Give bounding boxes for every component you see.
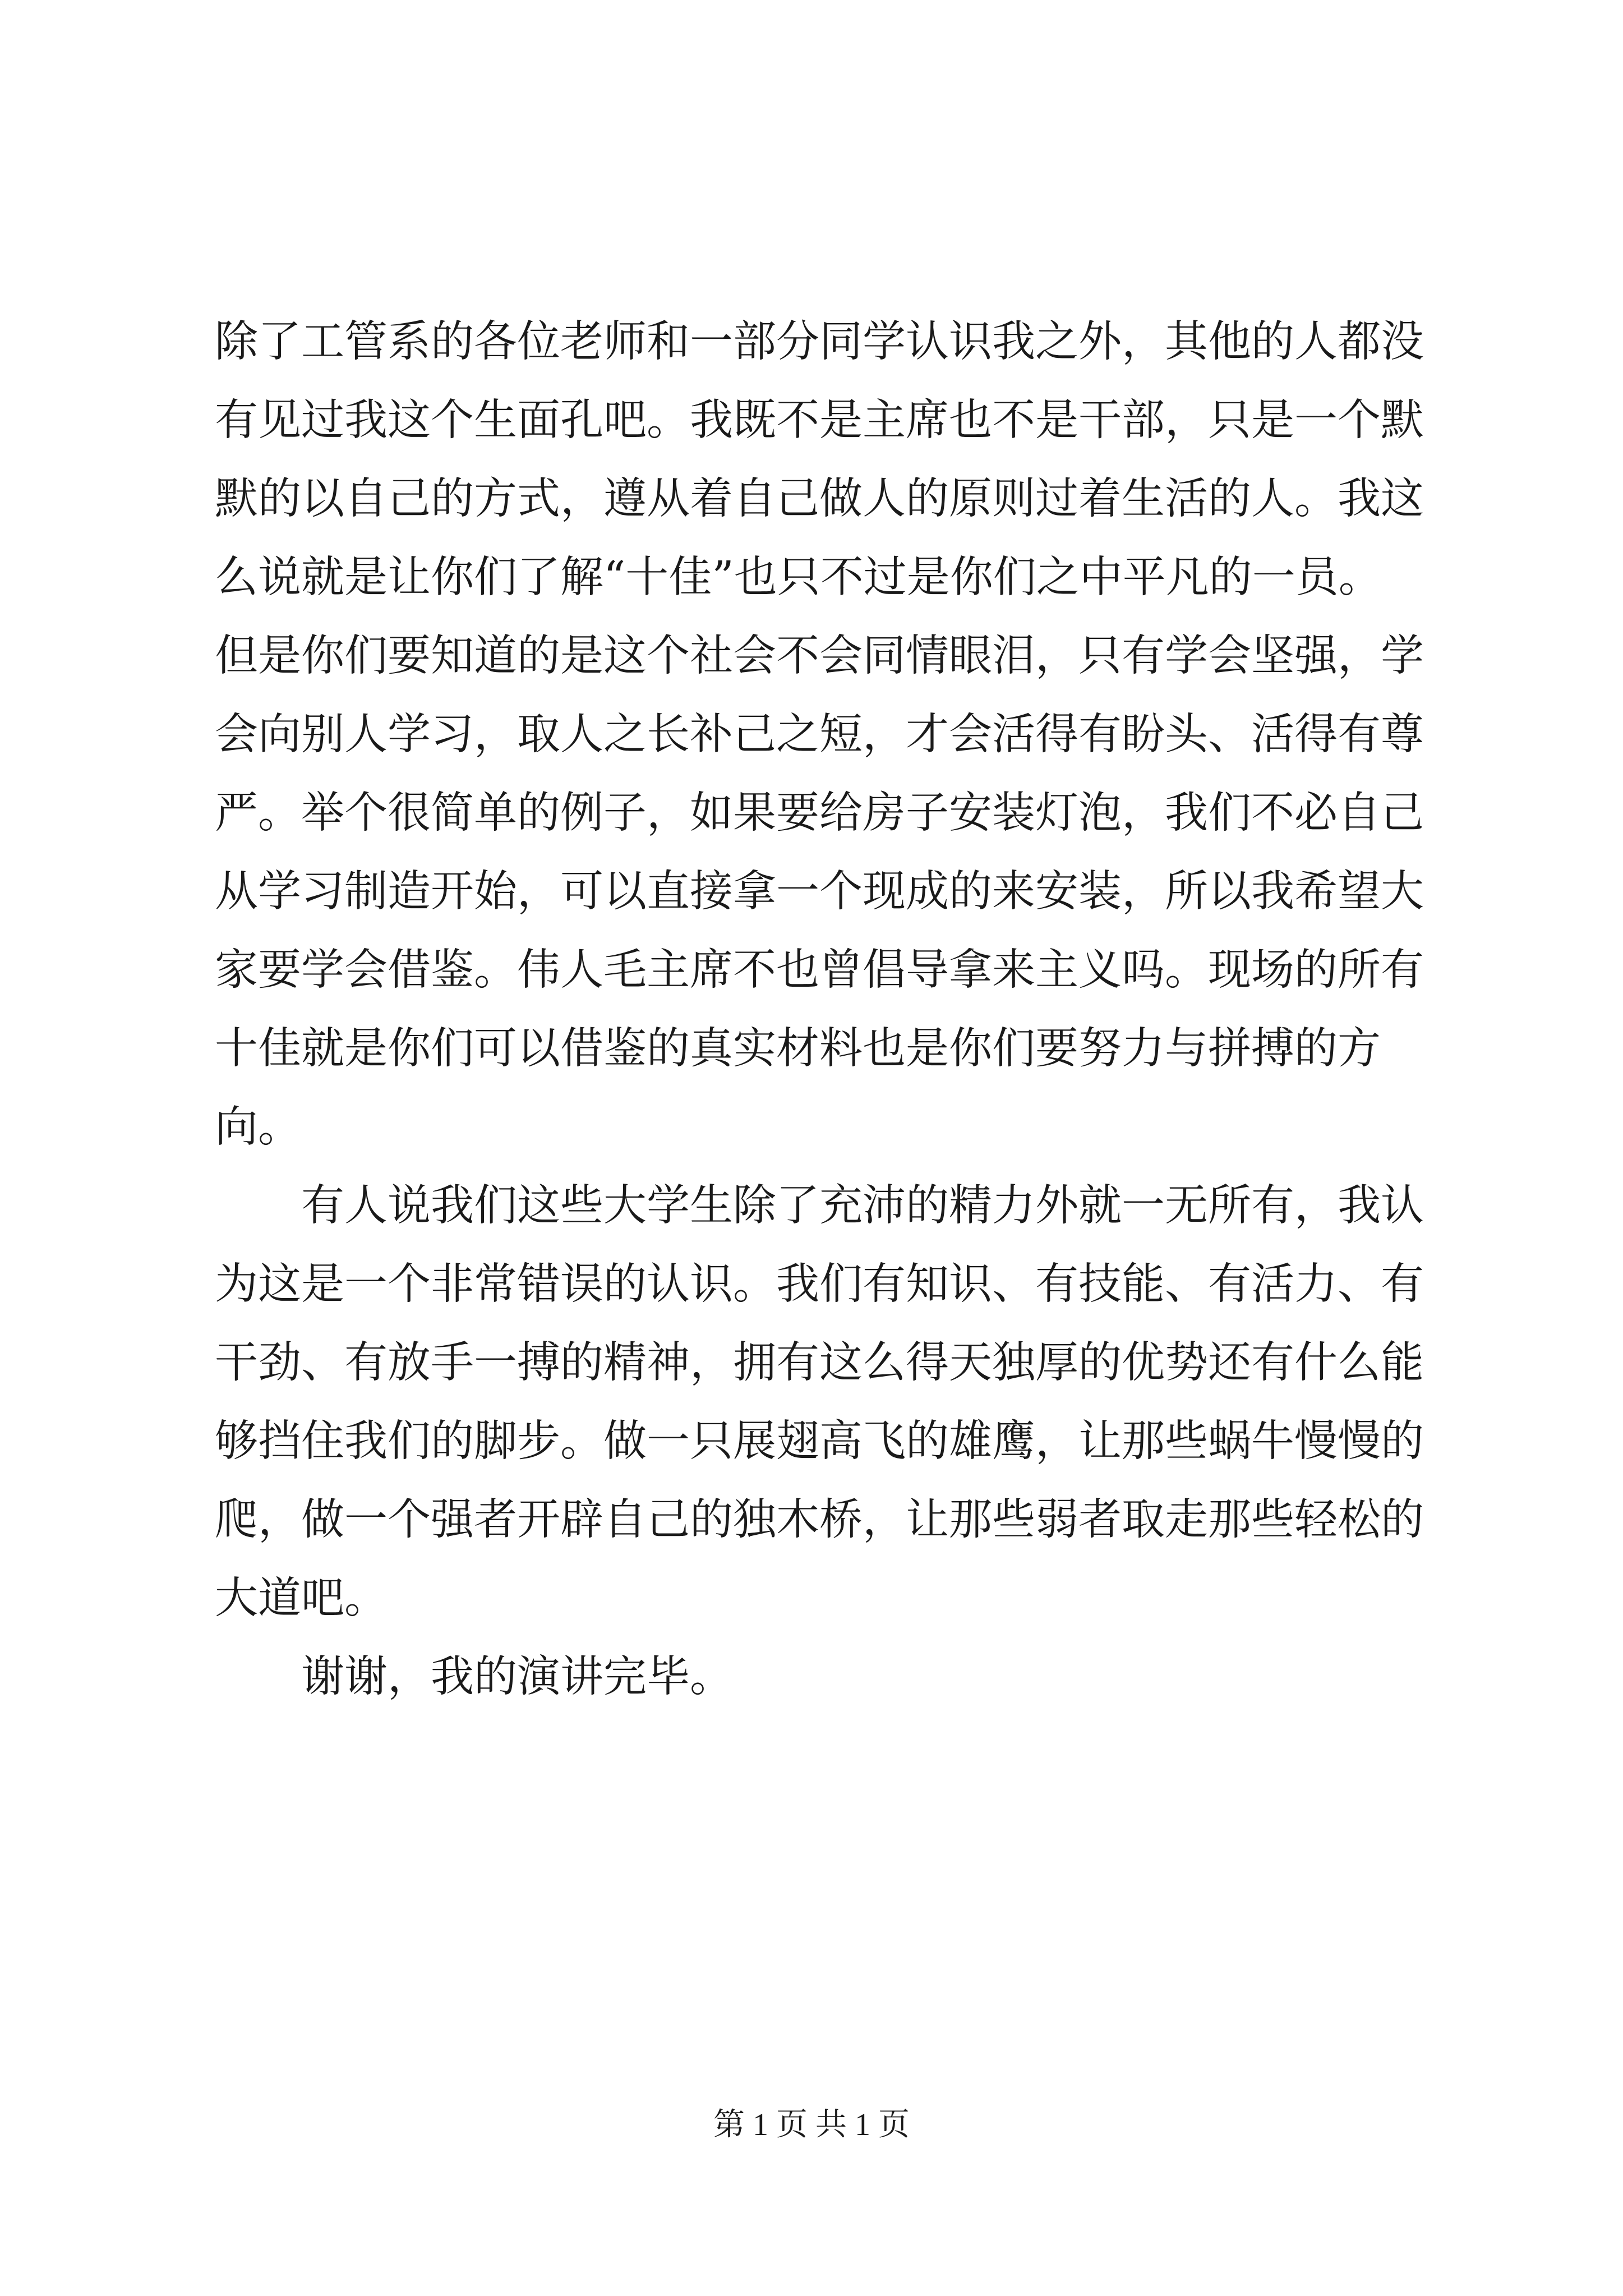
text-line: 会向别人学习，取人之长补己之短，才会活得有盼头、活得有尊 <box>215 710 1424 760</box>
text-line: 除了工管系的各位老师和一部分同学认识我之外，其他的人都没 <box>215 317 1424 367</box>
text-line: 够挡住我们的脚步。做一只展翅高飞的雄鹰，让那些蜗牛慢慢的 <box>215 1416 1424 1466</box>
text-line: 从学习制造开始，可以直接拿一个现成的来安装，所以我希望大 <box>215 867 1424 917</box>
text-line: 谢谢，我的演讲完毕。 <box>215 1652 733 1702</box>
text-line: 家要学会借鉴。伟人毛主席不也曾倡导拿来主义吗。现场的所有 <box>215 945 1424 995</box>
text-line: 有人说我们这些大学生除了充沛的精力外就一无所有，我认 <box>215 1181 1424 1231</box>
text-line: 十佳就是你们可以借鉴的真实材料也是你们要努力与拼搏的方 <box>215 1024 1381 1074</box>
text-line: 向。 <box>215 1102 301 1152</box>
text-line: 默的以自己的方式，遵从着自己做人的原则过着生活的人。我这 <box>215 474 1424 524</box>
page-number-footer: 第 1 页 共 1 页 <box>713 2108 910 2142</box>
text-line: 么说就是让你们了解“十佳”也只不过是你们之中平凡的一员。 <box>215 553 1382 602</box>
text-line: 干劲、有放手一搏的精神，拥有这么得天独厚的优势还有什么能 <box>215 1338 1424 1388</box>
text-line: 有见过我这个生面孔吧。我既不是主席也不是干部，只是一个默 <box>215 395 1424 445</box>
text-line: 大道吧。 <box>215 1573 388 1623</box>
text-line: 但是你们要知道的是这个社会不会同情眼泪，只有学会坚强，学 <box>215 631 1424 681</box>
text-line: 严。举个很简单的例子，如果要给房子安装灯泡，我们不必自己 <box>215 788 1424 838</box>
text-line: 为这是一个非常错误的认识。我们有知识、有技能、有活力、有 <box>215 1259 1424 1309</box>
text-line: 爬，做一个强者开辟自己的独木桥，让那些弱者取走那些轻松的 <box>215 1495 1424 1545</box>
